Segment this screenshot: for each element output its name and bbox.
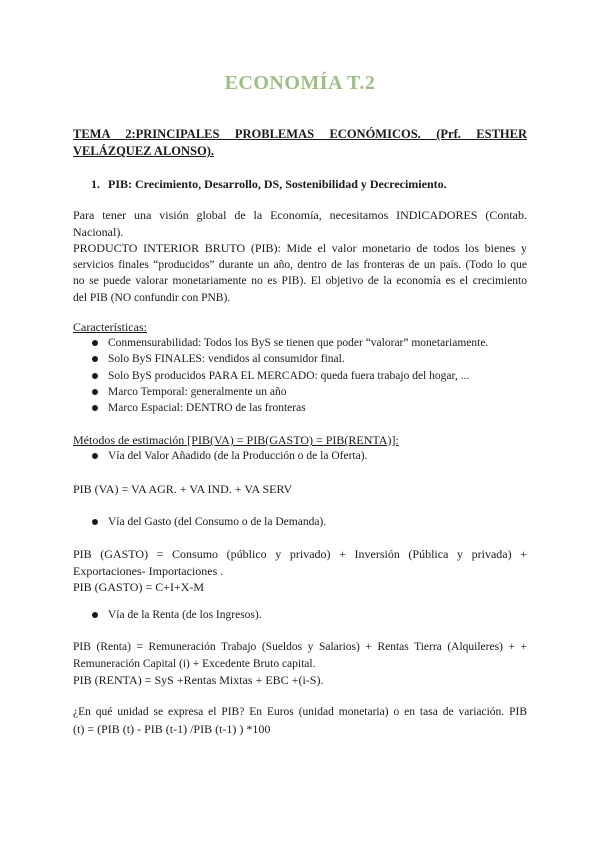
list-item — [73, 368, 488, 384]
bullet-dot-icon — [92, 612, 98, 618]
document-title: ECONOMÍA T.2 — [224, 72, 376, 94]
gasto-formula: PIB (GASTO) = C+I+X-M — [73, 580, 205, 594]
va-formula — [73, 481, 527, 498]
metodo-va-list — [73, 448, 367, 464]
list-item-text: Vía de la Renta (de los Ingresos). — [108, 609, 262, 621]
list-item — [73, 514, 326, 530]
pib-definition-paragraph — [73, 240, 527, 306]
bullet-dot-icon — [92, 389, 98, 395]
intro-line-2: Nacional). — [73, 224, 124, 239]
list-item-text: Marco Espacial: DENTRO de las fronteras — [108, 402, 306, 415]
list-item — [73, 448, 367, 464]
metodos-label — [73, 432, 527, 449]
intro-line-1: Para tener una visión global de la Economía, necesitamos INDICADORES (Contab. — [73, 208, 527, 222]
list-item — [73, 335, 488, 351]
renta-formula: PIB (RENTA) = SyS +Rentas Mixtas + EBC +(i-S). — [73, 673, 324, 687]
list-item-text: Solo ByS producidos PARA EL MERCADO: queda fuera trabajo del hogar, ... — [108, 369, 470, 382]
metodo-renta-list — [73, 607, 262, 623]
list-item-text: Vía del Valor Añadido (de la Producción o de la Oferta). — [108, 450, 368, 462]
intro-paragraph — [73, 207, 527, 240]
list-item-text: Solo ByS FINALES: vendidos al consumidor final. — [108, 353, 345, 366]
va-formula-text: PIB (VA) = VA AGR. + VA IND. + VA SERV — [73, 482, 293, 496]
caracteristicas-label-text: Características: — [73, 320, 147, 334]
list-item-text: Conmensurabilidad: Todos los ByS se tienen que poder “valorar” monetariamente. — [108, 337, 489, 349]
tema-heading-line-1: TEMA 2:PRINCIPALES PROBLEMAS ECONÓMICOS. (Prf. ESTHER — [73, 127, 527, 141]
section-number: 1. — [91, 177, 100, 191]
tema-heading-line-2: VELÁZQUEZ ALONSO). — [73, 144, 215, 158]
bullet-dot-icon — [92, 519, 98, 525]
pib-definition-line-2: servicios finales “producidos” durante un año, dentro de las fronteras de un país. (Todo lo que — [73, 258, 527, 271]
list-item — [73, 607, 262, 623]
bullet-dot-icon — [92, 405, 98, 411]
unidad-line-2: (t) = (PIB (t) - PIB (t-1) /PIB (t-1) ) *100 — [73, 721, 271, 736]
renta-line-1: PIB (Renta) = Remuneración Trabajo (Sueldos y Salarios) + Rentas Tierra (Alquileres) + + — [73, 641, 527, 653]
unidad-line-1: ¿En qué unidad se expresa el PIB? En Euros (unidad monetaria) o en tasa de variación. PIB — [73, 706, 527, 718]
list-item — [73, 400, 488, 416]
gasto-line-2: Exportaciones- Importaciones . — [73, 563, 224, 578]
caracteristicas-list — [73, 335, 488, 416]
metodos-label-text: Métodos de estimación [PIB(VA) = PIB(GASTO) = PIB(RENTA)]: — [73, 433, 399, 447]
gasto-line-1: PIB (GASTO) = Consumo (público y privado) + Inversión (Pública y privada) + — [73, 547, 527, 561]
list-item-text: Marco Temporal: generalmente un año — [108, 385, 287, 398]
list-item — [73, 351, 488, 367]
pib-definition-line-1: PRODUCTO INTERIOR BRUTO (PIB): Mide el valor monetario de todos los bienes y — [73, 241, 527, 255]
renta-line-2: Remuneración Capital (i) + Excedente Bruto capital. — [73, 657, 316, 670]
pib-definition-line-3: no se puede valorar monetariamente no es PIB). El objetivo de la economía es el crecimiento — [73, 275, 527, 287]
bullet-dot-icon — [92, 453, 98, 459]
caracteristicas-label — [73, 319, 527, 336]
bullet-dot-icon — [92, 340, 98, 346]
unidad-paragraph — [73, 704, 527, 737]
bullet-dot-icon — [92, 356, 98, 362]
bullet-dot-icon — [92, 373, 98, 379]
list-item — [73, 384, 488, 400]
tema-heading — [73, 126, 527, 160]
section-heading-1 — [91, 177, 447, 192]
metodo-gasto-list — [73, 514, 326, 530]
renta-paragraph — [73, 639, 527, 689]
pib-definition-line-4: del PIB (NO confundir con PNB). — [73, 291, 231, 304]
section-heading-text: PIB: Crecimiento, Desarrollo, DS, Sostenibilidad y Decrecimiento. — [108, 177, 447, 191]
gasto-paragraph — [73, 546, 527, 596]
list-item-text: Vía del Gasto (del Consumo o de la Demanda). — [108, 516, 327, 528]
